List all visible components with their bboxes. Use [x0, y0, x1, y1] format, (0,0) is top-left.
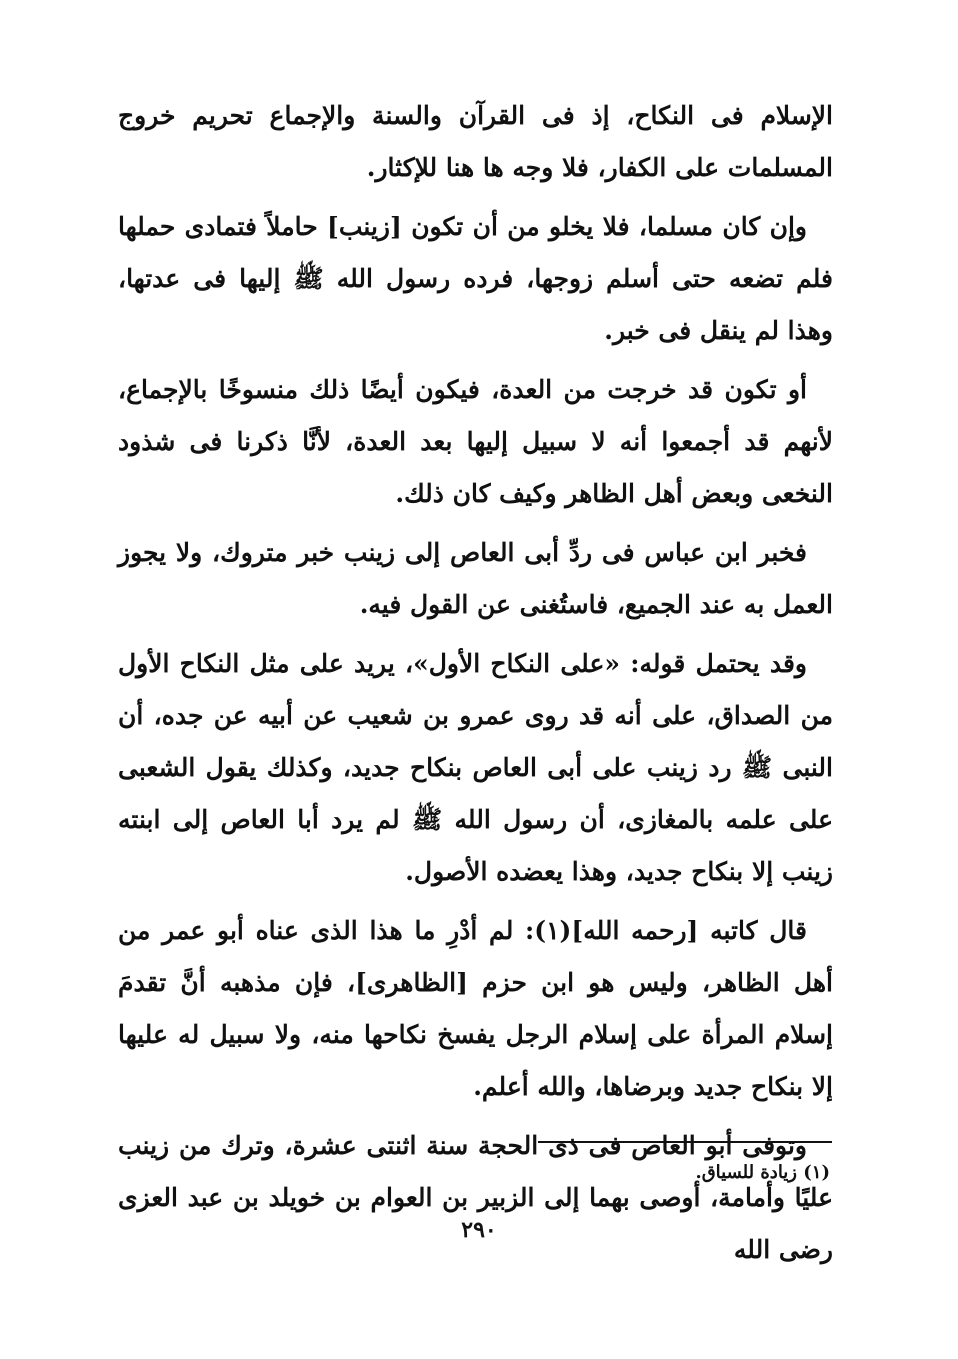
- footnote-divider: [538, 1141, 832, 1143]
- paragraph: فخبر ابن عباس فى ردِّ أبى العاص إلى زينب خبر متروك، ولا يجوز العمل به عند الجميع، فاستُغنى عن القول فيه.: [118, 538, 833, 619]
- footnote: (١) زيادة للسياق.: [695, 1162, 830, 1183]
- paragraph: وإن كان مسلما، فلا يخلو من أن تكون [زينب] حاملاً فتمادى حملها فلم تضعه حتى أسلم زوجها، فرده رسول الله ﷺ إليها فى عدتها، وهذا لم ينقل فى خبر.: [118, 212, 833, 345]
- paragraph: الإسلام فى النكاح، إذ فى القرآن والسنة والإجماع تحريم خروج المسلمات على الكفار، فلا وجه ها هنا للإكثار.: [118, 101, 833, 182]
- page-number: ٢٩٠: [461, 1217, 497, 1243]
- paragraph: وتوفى أبو العاص فى ذى الحجة سنة اثنتى عشرة، وترك من زينب عليًا وأمامة، أوصى بهما إلى الزبير بن العوام بن خويلد بن عبد العزى رضى الله: [118, 1131, 833, 1264]
- paragraph: وقد يحتمل قوله: «على النكاح الأول»، يريد على مثل النكاح الأول من الصداق، على أنه قد روى عمرو بن شعيب عن أبيه عن جده، أن النبى ﷺ رد زينب على أبى العاص بنكاح جديد، وكذلك يقول الشعبى على علمه بالمغازى، أن رسول الله ﷺ لم يرد أبا العاص إلى ابنته زينب إلا بنكاح جديد، وهذا يعضده الأصول.: [118, 649, 833, 886]
- main-text: [118, 90, 833, 1283]
- paragraph: قال كاتبه [رحمه الله](١): لم أدْرِ ما هذا الذى عناه أبو عمر من أهل الظاهر، وليس هو ابن حزم [الظاهرى]، فإن مذهبه أنَّ تقدمَ إسلام المرأة على إسلام الرجل يفسخ نكاحها منه، ولا سبيل له عليها إلا بنكاح جديد وبرضاها، والله أعلم.: [118, 916, 833, 1101]
- paragraph: أو تكون قد خرجت من العدة، فيكون أيضًا ذلك منسوخًا بالإجماع، لأنهم قد أجمعوا أنه لا سبيل إليها بعد العدة، لأنَّا ذكرنا فى شذود النخعى وبعض أهل الظاهر وكيف كان ذلك.: [118, 375, 833, 508]
